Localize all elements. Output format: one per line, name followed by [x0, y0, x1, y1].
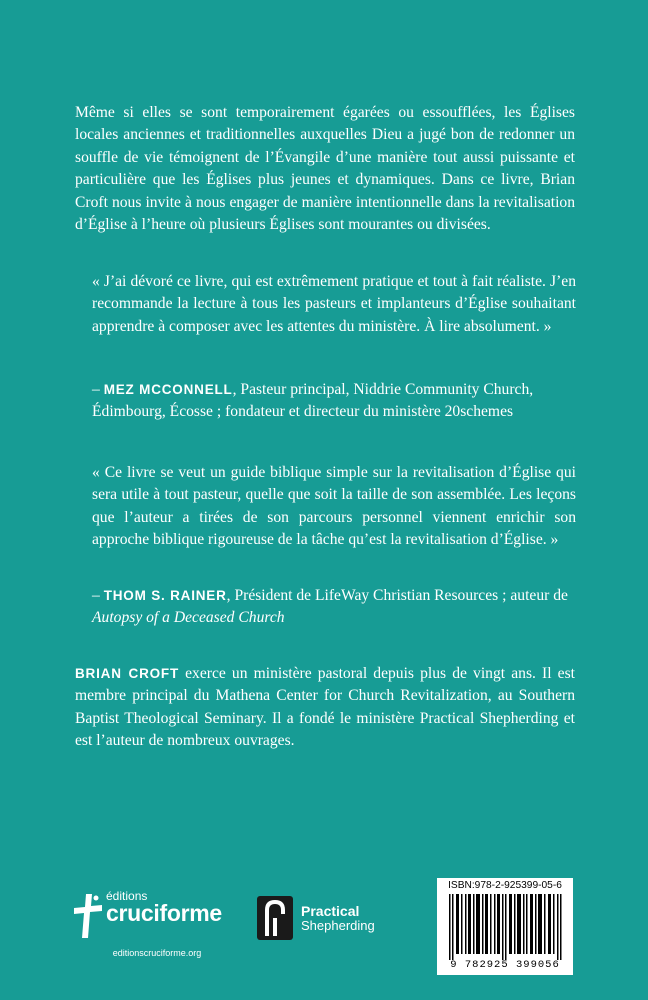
partner-logo: [255, 894, 405, 942]
endorsement-quote-2: « Ce livre se veut un guide biblique simple sur la revitalisation d’Église qui sera utile à tout pasteur, quelle que soit la taille de son assemblée. Les leçons que l’auteur a tirées de son parcours personnel viennent enrichir son approche biblique rigoureuse de la tâche qu’est la revitalisation d’Église. »: [92, 464, 576, 549]
endorsement-attribution-2: [92, 585, 576, 630]
barcode-bars-icon: [441, 894, 569, 960]
barcode-group-1: 782925: [464, 959, 509, 971]
publisher-url: editionscruciforme.org: [112, 948, 202, 958]
endorser-role: , Pasteur principal, Niddrie Community Church, Édimbourg, Écosse ; fondateur et directeur du ministère 20schemes: [92, 381, 534, 421]
isbn-label: ISBN:978-2-925399-05-6: [448, 880, 562, 891]
endorser-role: , Président de LifeWay Christian Resources ; auteur de: [226, 587, 568, 604]
author-name: BRIAN CROFT: [75, 666, 180, 681]
cruciforme-cross-icon: [72, 892, 104, 940]
attribution-dash: –: [92, 381, 104, 398]
isbn-barcode: [437, 878, 573, 975]
endorser-book-title: Autopsy of a Deceased Church: [92, 609, 285, 627]
shepherd-crook-icon: [255, 894, 295, 942]
barcode-group-2: 399056: [515, 959, 560, 971]
endorser-name: THOM S. RAINER: [103, 588, 227, 603]
partner-name-line2: Shepherding: [301, 917, 375, 933]
author-bio-text: exerce un ministère pastoral depuis plus de vingt ans. Il est membre principal du Mathena Center for Church Revitalization, au Southern Baptist Theological Seminary. Il a fondé le ministère Practical Shepherding et est l’auteur de nombreux ouvrages.: [75, 665, 575, 750]
publisher-prefix: éditions: [106, 889, 148, 903]
endorsement-attribution-1: [92, 379, 576, 424]
publisher-logo: [72, 888, 242, 964]
author-bio: [75, 663, 575, 753]
barcode-digits: [437, 959, 573, 971]
partner-name-line1: Practical: [301, 903, 360, 919]
publisher-name: cruciforme: [106, 900, 222, 926]
barcode-first-digit: 9: [450, 959, 458, 971]
endorsement-quote-1: « J’ai dévoré ce livre, qui est extrêmement pratique et tout à fait réaliste. J’en recommande la lecture à tous les pasteurs et implanteurs d’Église souhaitant apprendre à composer avec les attentes du ministère. À lire absolument. »: [92, 273, 576, 335]
attribution-dash: –: [92, 587, 104, 604]
endorser-name: MEZ MCCONNELL: [103, 382, 233, 397]
back-cover-summary: Même si elles se sont temporairement égarées ou essoufflées, les Églises locales anciennes et traditionnelles auxquelles Dieu a jugé bon de redonner un souffle de vie témoignent de l’Évangile d’une manière tout aussi puissante et particulière que les Églises plus jeunes et dynamiques. Dans ce livre, Brian Croft nous invite à nous engager de manière intentionnelle dans la revitalisation d’Église à l’heure où plusieurs Églises sont mourantes ou divisées.: [75, 104, 575, 234]
